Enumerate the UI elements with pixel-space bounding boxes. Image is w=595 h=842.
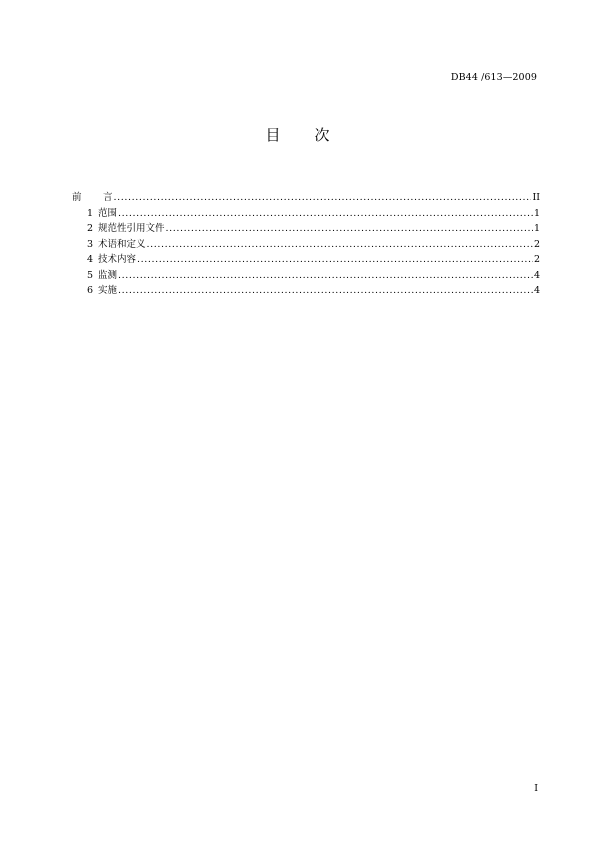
toc-leader-dots [118, 206, 533, 222]
standard-number: DB44 /613—2009 [450, 72, 537, 83]
toc-leader-dots [118, 268, 533, 284]
toc-entry-technical-content[interactable] [72, 252, 540, 268]
toc-entry-terms-definitions[interactable] [72, 237, 540, 253]
toc-entry-normative-references[interactable] [72, 221, 540, 237]
toc-leader-dots [114, 190, 532, 206]
toc-entry-monitoring[interactable] [72, 268, 540, 284]
toc-section-number: 5 [86, 269, 93, 281]
toc-page-number: 1 [533, 223, 540, 234]
page-title: 目次 [265, 126, 364, 144]
toc-page-number: 4 [533, 285, 540, 296]
toc-preface-second-char: 言 [103, 192, 113, 203]
toc-section-label: 术语和定义 [98, 238, 146, 250]
toc-page-number: II [532, 192, 540, 203]
toc-section-label: 规范性引用文件 [98, 223, 165, 234]
toc-section-label: 实施 [98, 285, 118, 296]
toc-section-number: 4 [86, 254, 93, 265]
toc-section-number: 1 [86, 207, 93, 219]
table-of-contents [72, 190, 540, 299]
toc-page-number: 2 [533, 254, 540, 265]
toc-page-number: 1 [533, 207, 540, 219]
toc-leader-dots [147, 237, 533, 253]
toc-section-number: 2 [86, 223, 93, 234]
toc-entry-implementation[interactable] [72, 283, 540, 299]
page-number: I [534, 783, 538, 794]
toc-page-number: 2 [533, 238, 540, 250]
toc-section-label: 技术内容 [98, 254, 137, 265]
toc-preface-first-char: 前 [72, 192, 82, 203]
toc-leader-dots [166, 221, 533, 237]
toc-entry-preface[interactable] [72, 190, 540, 206]
toc-section-label: 监测 [98, 269, 118, 281]
toc-page-number: 4 [533, 269, 540, 281]
toc-section-number: 3 [86, 238, 93, 250]
toc-leader-dots [137, 252, 533, 268]
toc-entry-scope[interactable] [72, 206, 540, 222]
toc-section-label: 范围 [98, 207, 118, 219]
toc-leader-dots [118, 283, 533, 299]
toc-section-number: 6 [86, 285, 93, 296]
